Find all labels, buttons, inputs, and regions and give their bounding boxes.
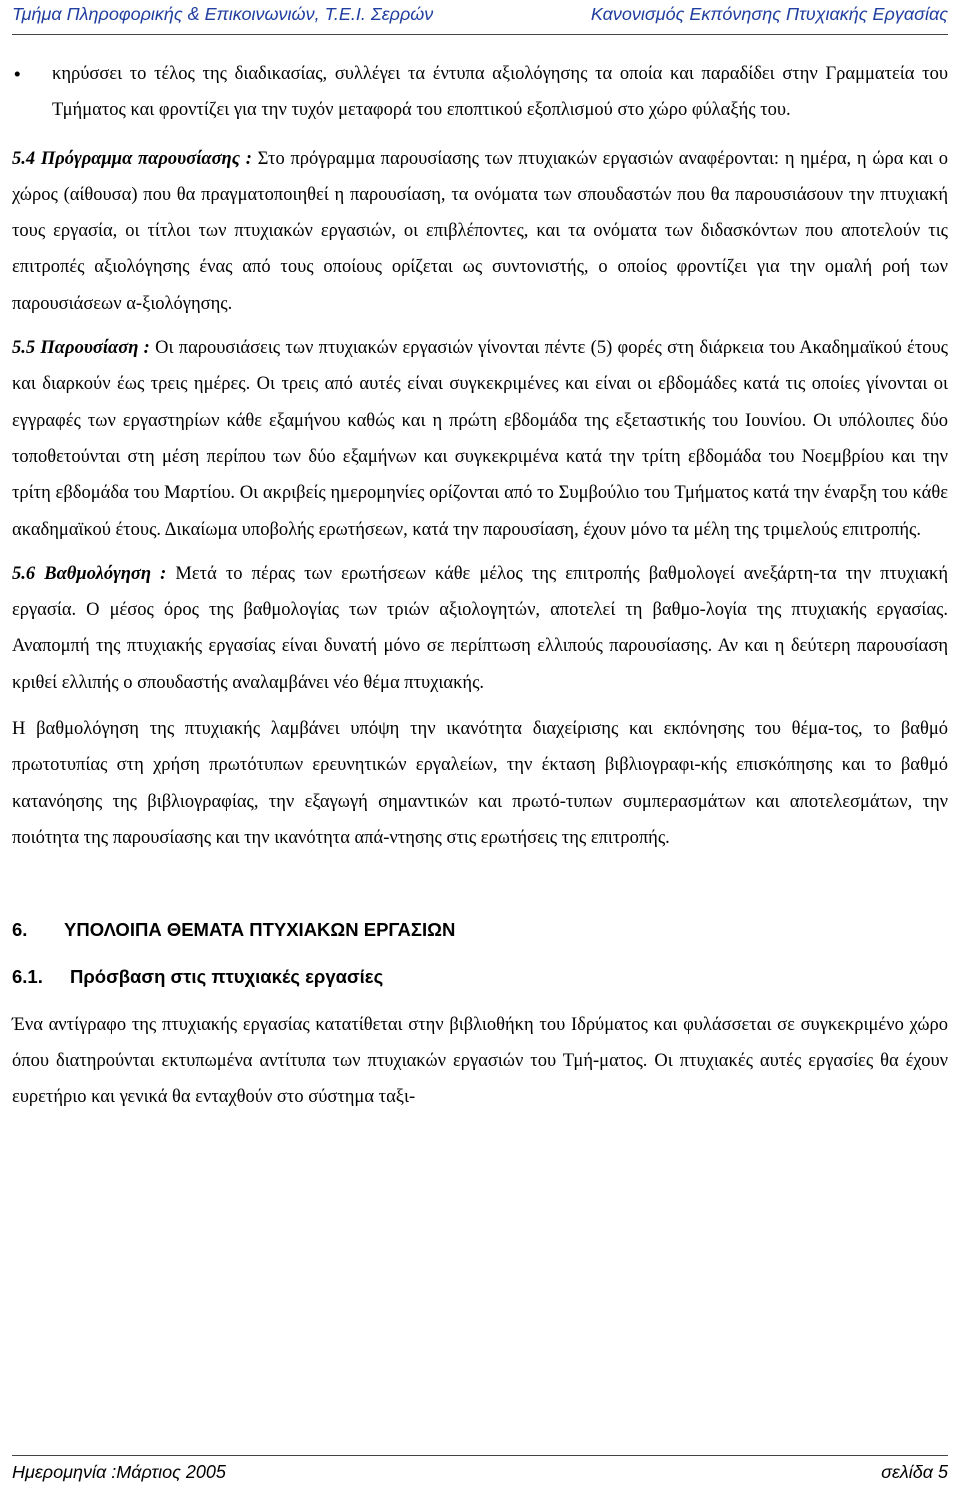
heading-5-4: 5.4 Πρόγραμμα παρουσίασης : [12, 148, 252, 169]
heading-5-6: 5.6 Βαθμολόγηση : [12, 563, 167, 584]
text-5-5: Οι παρουσιάσεις των πτυχιακών εργασιών γίνονται πέντε (5) φορές στη διάρκεια του Ακαδημαϊκού έτους και διαρκούν έως τρεις ημέρες. Οι τρεις από αυτές είναι συγκεκριμένες και είναι οι εβδομάδες κατά τις οποίες γίνονται οι εγγραφές των εργαστηρίων κάθε εξαμήνου καθώς και η πρώτη εβδομάδα της εξεταστικής του Ιουνίου. Οι υπόλοιπες δύο τοποθετούνται στη μέση περίπου των δύο εξαμήνων και συγκεκριμένα κατά την τρίτη εβδομάδα του Νοεμβρίου και την τρίτη εβδομάδα του Μαρτίου. Οι ακριβείς ημερομηνίες ορίζονται από το Συμβούλιο του Τμήματος κατά την έναρξη του κάθε ακαδημαϊκού έτους. Δικαίωμα υποβολής ερωτήσεων, κατά την παρουσίαση, έχουν μόνο τα μέλη της τριμελούς επιτροπής. [12, 338, 948, 540]
paragraph-access: Ένα αντίγραφο της πτυχιακής εργασίας κατατίθεται στην βιβλιοθήκη του Ιδρύματος και φυλάσσεται σε συγκεκριμένο χώρο όπου διατηρούνται εκτυπωμένα αντίτυπα των πτυχιακών εργασιών του Τμή-ματος. Οι πτυχιακές αυτές εργασίες θα έχουν ευρετήριο και γενικά θα ενταχθούν στο σύστημα ταξι- [12, 1014, 948, 1108]
footer-date: Ημερομηνία :Μάρτιος 2005 [12, 1462, 226, 1482]
paragraph-5-6 [12, 556, 948, 701]
paragraph-5-4 [12, 141, 948, 322]
section-6-number: 6. [12, 919, 28, 941]
text-5-4: Στο πρόγραμμα παρουσίασης των πτυχιακών εργασιών αναφέρονται: η ημέρα, η ώρα και ο χώρος (αίθουσα) που θα πραγματοποιηθεί η παρουσίαση, τα ονόματα των σπουδαστών που θα παρουσιάσουν την πτυχιακή τους εργασία, οι τίτλοι των πτυχιακών εργασιών, οι επιβλέποντες, και τα ονόματα των διδασκόντων που αποτελούν τις επιτροπές αξιολόγησης ένας από τους οποίους ορίζεται ως συντονιστής, ο οποίος φροντίζει για την ομαλή ροή των παρουσιάσεων α-ξιολόγησης. [12, 148, 948, 314]
section-6-1-number: 6.1. [12, 965, 43, 987]
footer-page-number: σελίδα 5 [881, 1462, 948, 1482]
page-header [12, 0, 948, 35]
header-department: Τμήμα Πληροφορικής & Επικοινωνιών, Τ.Ε.Ι. Σερρών [12, 4, 434, 24]
text-5-6: Μετά το πέρας των ερωτήσεων κάθε μέλος της επιτροπής βαθμολογεί ανεξάρτη-τα την πτυχιακή εργασία. Ο μέσος όρος της βαθμολογίας των τριών αξιολογητών, αποτελεί τη βαθμο-λογία της πτυχιακής εργασίας. Αναπομπή της πτυχιακής εργασίας είναι δυνατή μόνο σε περίπτωση ελλιπούς παρουσίασης. Αν και η δεύτερη παρουσίαση κριθεί ελλιπής ο σπουδαστής αναλαμβάνει νέο θέμα πτυχιακής. [12, 563, 948, 693]
bullet-icon: • [14, 63, 21, 84]
heading-5-5: 5.5 Παρουσίαση : [12, 338, 150, 359]
header-document-title: Κανονισμός Εκπόνησης Πτυχιακής Εργασίας [590, 4, 948, 24]
bullet-item [12, 56, 948, 129]
document-body [12, 56, 948, 1116]
section-6-title: ΥΠΟΛΟΙΠΑ ΘΕΜΑΤΑ ΠΤΥΧΙΑΚΩΝ ΕΡΓΑΣΙΩΝ [64, 919, 456, 941]
bullet-text: κηρύσσει το τέλος της διαδικασίας, συλλέγει τα έντυπα αξιολόγησης τα οποία και παραδίδει στην Γραμματεία του Τμήματος και φροντίζει για την τυχόν μεταφορά του εποπτικού εξοπλισμού στο χώρο φύλαξής του. [52, 64, 948, 121]
section-6-heading [12, 912, 948, 948]
paragraph-5-5 [12, 330, 948, 548]
section-6-1-title: Πρόσβαση στις πτυχιακές εργασίες [70, 965, 384, 987]
paragraph-grading-criteria: Η βαθμολόγηση της πτυχιακής λαμβάνει υπόψη την ικανότητα διαχείρισης και εκπόνησης του θέμα-τος, το βαθμό πρωτοτυπίας στη χρήση πρωτότυπων ερευνητικών εργαλείων, την έκταση βιβλιογραφι-κής επισκόπησης και το βαθμό κατανόησης της βιβλιογραφίας, την εξαγωγή σημαντικών και πρωτό-τυπων συμπερασμάτων και αποτελεσμάτων, την ποιότητα της παρουσίασης και την ικανότητα απά-ντησης στις ερωτήσεις της επιτροπής. [12, 719, 948, 848]
section-6-1-heading [12, 959, 948, 995]
page-footer [12, 1455, 948, 1488]
